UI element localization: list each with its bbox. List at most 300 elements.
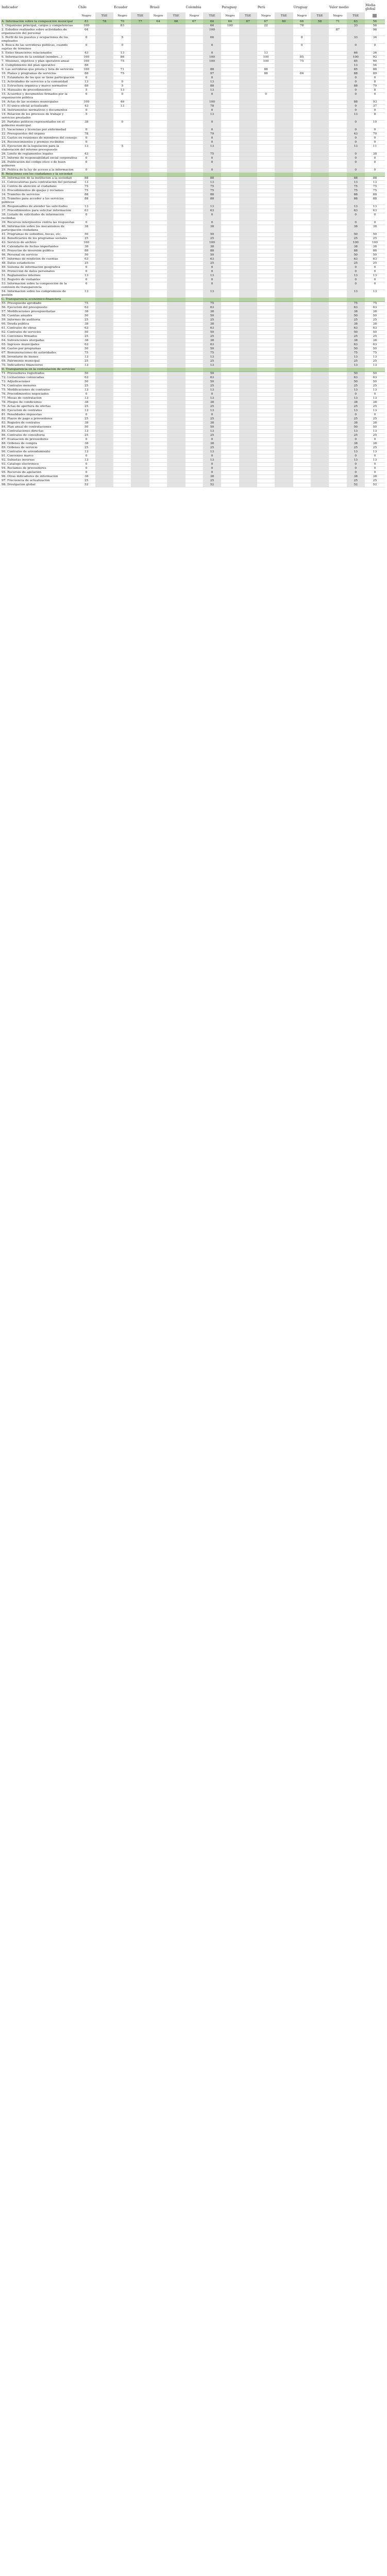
value-cell	[186, 310, 203, 314]
value-cell	[239, 72, 257, 76]
value-cell	[113, 467, 131, 471]
value-cell	[275, 331, 293, 335]
indicator-name: 90. Contratos de arrendamiento	[1, 450, 78, 454]
value-cell: 77	[131, 20, 149, 24]
value-cell: 100	[347, 56, 365, 60]
indicator-name: 11. Estándares de los que se tiene participación	[1, 76, 78, 80]
value-cell: 75	[203, 351, 221, 355]
value-cell	[275, 409, 293, 413]
value-cell: 88	[203, 84, 221, 89]
value-cell: 100	[203, 28, 221, 36]
value-cell	[221, 430, 239, 434]
value-cell	[149, 397, 167, 401]
value-cell	[95, 205, 113, 209]
value-cell: 13	[78, 459, 95, 463]
value-cell	[311, 413, 329, 417]
value-cell	[186, 274, 203, 278]
value-cell	[293, 225, 311, 233]
value-cell	[149, 177, 167, 181]
value-cell	[113, 64, 131, 68]
value-cell	[149, 298, 167, 302]
value-cell	[293, 282, 311, 290]
value-cell	[113, 479, 131, 483]
value-cell	[311, 355, 329, 360]
indicator-name: 59. Informes de auditoría	[1, 318, 78, 323]
value-cell	[167, 463, 185, 467]
value-cell	[275, 380, 293, 384]
value-cell	[275, 388, 293, 393]
value-cell	[131, 355, 149, 360]
value-cell	[149, 209, 167, 213]
value-cell: 67	[186, 20, 203, 24]
indicator-name: 65. Ingresos municipales	[1, 343, 78, 347]
value-cell: 25	[78, 405, 95, 409]
value-cell: 97	[203, 72, 221, 76]
value-cell	[329, 189, 346, 193]
value-cell	[95, 177, 113, 181]
value-cell: 64	[221, 20, 239, 24]
value-cell	[329, 331, 346, 335]
value-cell: 38	[78, 225, 95, 233]
value-cell	[293, 68, 311, 72]
value-cell: 63	[203, 306, 221, 310]
value-cell: 78	[78, 132, 95, 137]
value-cell	[167, 64, 185, 68]
value-cell	[257, 109, 275, 113]
value-cell: 13	[257, 52, 275, 56]
value-cell	[95, 430, 113, 434]
indicator-row	[1, 405, 385, 409]
value-cell	[167, 351, 185, 355]
value-cell	[113, 213, 131, 221]
value-cell	[239, 388, 257, 393]
value-cell	[257, 225, 275, 233]
value-cell	[275, 209, 293, 213]
value-cell: 0	[78, 109, 95, 113]
value-cell: 63	[347, 343, 365, 347]
value-cell	[186, 409, 203, 413]
value-cell	[329, 181, 346, 185]
value-cell: 0	[347, 438, 365, 442]
value-cell: 38	[347, 245, 365, 249]
value-cell	[113, 137, 131, 141]
value-cell	[131, 93, 149, 100]
value-cell	[113, 355, 131, 360]
value-cell	[257, 290, 275, 298]
value-cell: 63	[203, 327, 221, 331]
value-cell: 33	[347, 36, 365, 44]
value-cell	[149, 76, 167, 80]
value-cell	[239, 173, 257, 177]
value-cell	[311, 405, 329, 409]
value-cell	[131, 434, 149, 438]
value-cell	[95, 318, 113, 323]
indicator-row	[1, 241, 385, 245]
indicator-row	[1, 459, 385, 463]
value-cell	[221, 360, 239, 364]
value-cell	[113, 189, 131, 193]
indicator-name: 80. Ejecución de contratos	[1, 409, 78, 413]
value-cell	[311, 209, 329, 213]
value-cell	[186, 372, 203, 376]
value-cell	[293, 89, 311, 93]
value-cell: 38	[78, 310, 95, 314]
value-cell	[311, 233, 329, 237]
value-cell: 25	[347, 434, 365, 438]
value-cell	[329, 137, 346, 141]
value-cell	[131, 128, 149, 132]
value-cell	[186, 241, 203, 245]
value-cell	[186, 132, 203, 137]
value-cell	[186, 471, 203, 475]
value-cell	[239, 44, 257, 52]
value-cell	[149, 113, 167, 121]
value-cell	[329, 397, 346, 401]
value-cell: 88	[347, 197, 365, 205]
value-cell	[113, 253, 131, 258]
value-cell	[186, 93, 203, 100]
value-cell: 0	[347, 413, 365, 417]
value-cell: 66	[293, 20, 311, 24]
value-cell	[113, 233, 131, 237]
value-cell	[257, 237, 275, 241]
value-cell	[221, 93, 239, 100]
value-cell: 67	[239, 20, 257, 24]
value-cell	[186, 205, 203, 209]
indicator-row	[1, 417, 385, 421]
value-cell	[329, 343, 346, 347]
value-cell	[131, 56, 149, 60]
subheader-score: TSE	[203, 12, 221, 20]
indicator-row	[1, 205, 385, 209]
value-cell	[95, 185, 113, 189]
value-cell	[293, 434, 311, 438]
value-cell: 25	[347, 335, 365, 339]
indicator-name: 39. Recursos interpuestos contra las respuestas	[1, 221, 78, 225]
value-cell	[293, 355, 311, 360]
global-mean-cell: 38	[365, 442, 385, 446]
value-cell	[293, 475, 311, 479]
value-cell	[275, 274, 293, 278]
value-cell: 25	[78, 237, 95, 241]
value-cell	[329, 459, 346, 463]
value-cell	[167, 274, 185, 278]
value-cell	[239, 141, 257, 145]
value-cell	[257, 479, 275, 483]
value-cell	[239, 132, 257, 137]
value-cell	[239, 421, 257, 426]
value-cell	[311, 302, 329, 306]
value-cell: 13	[78, 145, 95, 152]
value-cell	[257, 323, 275, 327]
indicator-row	[1, 426, 385, 430]
value-cell	[275, 384, 293, 388]
value-cell: 38	[78, 401, 95, 405]
value-cell	[257, 128, 275, 132]
value-cell: 0	[347, 463, 365, 467]
value-cell	[95, 393, 113, 397]
value-cell	[95, 413, 113, 417]
value-cell	[275, 132, 293, 137]
value-cell	[131, 76, 149, 80]
value-cell	[293, 426, 311, 430]
value-cell	[167, 137, 185, 141]
value-cell	[131, 132, 149, 137]
value-cell	[95, 258, 113, 262]
global-mean-cell: 93	[365, 100, 385, 105]
value-cell	[221, 161, 239, 168]
value-cell	[293, 459, 311, 463]
value-cell: 13	[203, 113, 221, 121]
value-cell	[113, 454, 131, 459]
value-cell	[221, 274, 239, 278]
value-cell	[311, 450, 329, 454]
indicator-name: 72. Licitaciones convocadas	[1, 376, 78, 380]
value-cell	[329, 479, 346, 483]
value-cell	[329, 270, 346, 274]
value-cell	[311, 44, 329, 52]
value-cell	[221, 454, 239, 459]
value-cell	[95, 384, 113, 388]
value-cell	[311, 193, 329, 197]
value-cell	[167, 56, 185, 60]
value-cell	[167, 430, 185, 434]
value-cell	[95, 351, 113, 355]
value-cell	[95, 109, 113, 113]
value-cell: 78	[293, 24, 311, 28]
value-cell	[221, 405, 239, 409]
value-cell	[149, 100, 167, 105]
value-cell	[275, 52, 293, 56]
value-cell	[329, 44, 346, 52]
value-cell: 88	[203, 177, 221, 181]
value-cell	[311, 109, 329, 113]
value-cell	[275, 430, 293, 434]
indicator-name: 25. Ejecución de la legislación para la elaboración del informe presupuesto	[1, 145, 78, 152]
value-cell	[239, 266, 257, 270]
value-cell	[221, 181, 239, 185]
value-cell	[275, 197, 293, 205]
value-cell	[186, 197, 203, 205]
value-cell	[293, 290, 311, 298]
global-mean-cell: 13	[365, 459, 385, 463]
value-cell	[329, 241, 346, 245]
value-cell: 0	[347, 80, 365, 84]
value-cell	[329, 262, 346, 266]
value-cell	[293, 278, 311, 282]
global-mean-cell: 38	[365, 323, 385, 327]
value-cell	[131, 282, 149, 290]
value-cell	[221, 401, 239, 405]
value-cell: 13	[347, 205, 365, 209]
value-cell	[149, 233, 167, 237]
value-cell	[167, 270, 185, 274]
value-cell	[167, 258, 185, 262]
value-cell	[257, 318, 275, 323]
value-cell: 0	[78, 413, 95, 417]
value-cell: 50	[203, 233, 221, 237]
value-cell	[329, 430, 346, 434]
global-mean-cell: 13	[365, 450, 385, 454]
indicator-row	[1, 137, 385, 141]
value-cell	[221, 446, 239, 450]
value-cell: 0	[257, 93, 275, 100]
value-cell: 60	[275, 20, 293, 24]
value-cell	[167, 331, 185, 335]
value-cell: 0	[203, 141, 221, 145]
value-cell	[149, 339, 167, 343]
indicator-row	[1, 282, 385, 290]
indicator-row	[1, 209, 385, 213]
indicator-name: 13. Estructura orgánica y marco normativo	[1, 84, 78, 89]
value-cell: 0	[78, 266, 95, 270]
value-cell: 100	[78, 68, 95, 72]
value-cell	[221, 376, 239, 380]
value-cell	[131, 290, 149, 298]
value-cell	[329, 132, 346, 137]
value-cell: 13	[78, 355, 95, 360]
value-cell	[239, 113, 257, 121]
value-cell	[257, 376, 275, 380]
value-cell	[113, 266, 131, 270]
global-mean-cell: 96	[365, 28, 385, 36]
value-cell: 70	[113, 20, 131, 24]
value-cell	[149, 205, 167, 209]
value-cell	[186, 181, 203, 185]
value-cell	[221, 173, 239, 177]
indicator-row	[1, 145, 385, 152]
value-cell	[167, 360, 185, 364]
value-cell	[186, 193, 203, 197]
value-cell: 0	[203, 157, 221, 161]
value-cell	[186, 262, 203, 266]
value-cell	[275, 459, 293, 463]
indicator-row	[1, 193, 385, 197]
value-cell	[113, 209, 131, 213]
value-cell: 13	[203, 274, 221, 278]
value-cell	[257, 28, 275, 36]
value-cell: 88	[203, 197, 221, 205]
value-cell: 75	[113, 60, 131, 64]
value-cell: 0	[78, 221, 95, 225]
value-cell	[186, 60, 203, 64]
value-cell	[293, 157, 311, 161]
indicator-name: 70. Indicadores financieros	[1, 364, 78, 368]
indicator-row	[1, 483, 385, 487]
value-cell	[329, 24, 346, 28]
value-cell	[131, 221, 149, 225]
value-cell	[257, 426, 275, 430]
results-table-body	[1, 20, 385, 487]
value-cell	[131, 205, 149, 209]
value-cell	[95, 479, 113, 483]
value-cell	[221, 56, 239, 60]
value-cell: 50	[78, 314, 95, 318]
value-cell	[257, 181, 275, 185]
global-mean-cell: 50	[365, 426, 385, 430]
value-cell: 38	[347, 323, 365, 327]
value-cell	[221, 282, 239, 290]
value-cell: 100	[203, 100, 221, 105]
value-cell	[311, 89, 329, 93]
value-cell	[257, 463, 275, 467]
global-mean-cell: 25	[365, 434, 385, 438]
indicator-row	[1, 233, 385, 237]
indicator-name: 84. Plan anual de contrataciones	[1, 426, 78, 430]
value-cell	[311, 76, 329, 80]
value-cell	[149, 157, 167, 161]
value-cell	[329, 393, 346, 397]
value-cell	[149, 318, 167, 323]
value-cell: 0	[203, 393, 221, 397]
value-cell	[167, 80, 185, 84]
value-cell	[239, 380, 257, 384]
value-cell	[95, 209, 113, 213]
value-cell: 63	[347, 376, 365, 380]
value-cell	[239, 302, 257, 306]
value-cell	[131, 409, 149, 413]
value-cell	[311, 93, 329, 100]
value-cell	[167, 426, 185, 430]
value-cell	[293, 351, 311, 355]
value-cell	[239, 60, 257, 64]
value-cell	[275, 128, 293, 132]
value-cell	[329, 323, 346, 327]
value-cell	[311, 475, 329, 479]
value-cell	[167, 471, 185, 475]
value-cell	[203, 64, 221, 68]
value-cell: 0	[203, 168, 221, 173]
global-mean-cell: 50	[365, 347, 385, 351]
value-cell	[239, 368, 257, 372]
value-cell	[311, 173, 329, 177]
value-cell	[113, 161, 131, 168]
value-cell	[275, 467, 293, 471]
value-cell	[293, 181, 311, 185]
value-cell	[149, 237, 167, 241]
value-cell: 88	[78, 64, 95, 68]
indicator-row	[1, 56, 385, 60]
value-cell	[221, 380, 239, 384]
value-cell	[311, 137, 329, 141]
value-cell	[131, 64, 149, 68]
value-cell	[113, 401, 131, 405]
indicator-row	[1, 372, 385, 376]
value-cell	[203, 173, 221, 177]
value-cell	[167, 397, 185, 401]
value-cell	[113, 417, 131, 421]
value-cell	[275, 233, 293, 237]
value-cell	[95, 266, 113, 270]
value-cell	[275, 84, 293, 89]
value-cell	[329, 467, 346, 471]
value-cell	[257, 442, 275, 446]
value-cell	[131, 28, 149, 36]
value-cell	[221, 137, 239, 141]
indicator-name: 21. Vacaciones y licencias por enfermedad	[1, 128, 78, 132]
value-cell	[149, 89, 167, 93]
value-cell	[167, 421, 185, 426]
global-mean-cell: 25	[365, 479, 385, 483]
value-cell	[257, 351, 275, 355]
value-cell: 5	[113, 36, 131, 44]
indicator-row	[1, 438, 385, 442]
value-cell	[221, 355, 239, 360]
value-cell	[131, 372, 149, 376]
value-cell	[221, 189, 239, 193]
value-cell	[329, 245, 346, 249]
value-cell: 0	[78, 76, 95, 80]
